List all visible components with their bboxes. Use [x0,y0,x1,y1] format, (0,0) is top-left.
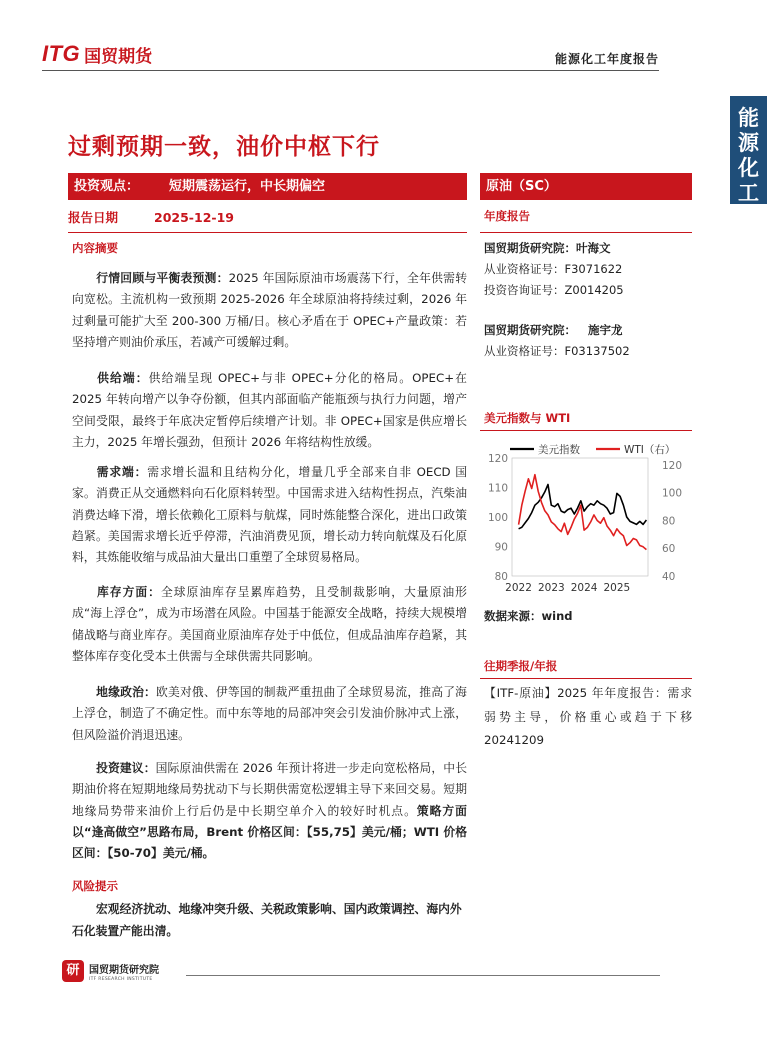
header-divider [42,70,659,71]
analyst-block-2 [484,320,630,362]
analyst-name: 施宇龙 [588,323,623,337]
content-summary-label: 内容摘要 [72,241,118,255]
investment-view-text: 短期震荡运行，中长期偏空 [169,179,326,194]
chart-title-divider [480,430,692,431]
report-date [68,208,234,226]
product-bar [480,173,692,200]
past-report-link[interactable]: 【ITF-原油】2025 年年度报告：需求弱势主导，价格重心或趋于下移 20241209 [484,686,692,747]
report-date-value: 2025-12-19 [154,210,234,225]
paragraph-geopolitics [72,682,467,746]
risk-label: 风险提示 [72,879,118,893]
paragraph-body: 2025 年国际原油市场震荡下行，全年供需转向宽松。主流机构一致预期 2025-2026 年全球原油将持续过剩，2026 年过剩量可能扩大至 200-300 万桶/日。核心矛盾在于 OPEC+产量政策：若坚持增产则油价承压，若减产可缓解过剩。 [72,271,467,349]
chart-title: 美元指数与 WTI [484,411,571,425]
paragraph-body: 全球原油库存呈累库趋势，且受制裁影响，大量原油形成“海上浮仓”，成为市场潜在风险。中国基于能源安全战略，持续大规模增储战略与商业库存。美国商业原油库存处于中低位，但成品油库存趋紧，其整体库存变化受本土供需与全球供需共同影响。 [72,585,467,663]
usd-wti-chart [484,438,694,600]
report-kind: 年度报告 [484,209,530,223]
y-right-tick-label: 60 [662,543,676,556]
side-tab-char: 化 [738,156,759,180]
paragraph-head: 供给端： [96,371,149,385]
y-left-tick-label: 90 [494,541,508,554]
logo-name: 国贸期货 [84,46,153,67]
analyst-org: 国贸期货研究院： [484,323,576,337]
paragraph-head: 行情回顾与平衡表预测： [96,271,229,285]
logo-mark: ITG [42,41,81,66]
footer-name-en: ITF RESEARCH INSTITUTE [89,976,153,982]
footer-divider [186,975,660,976]
report-date-label: 报告日期 [68,210,119,225]
footer-seal: 研 [62,960,84,982]
legend-label: WTI（右） [624,444,676,456]
paragraph-inventory [72,582,467,667]
paragraph-head: 投资建议： [96,761,156,775]
strategy-text: 策略方面以“逢高做空”思路布局，Brent 价格区间：【55,75】美元/桶；WTI 价格区间：【50-70】美元/桶。 [72,803,467,861]
footer-name: 国贸期货研究院 [89,964,159,976]
paragraph-body: 国际原油供需在 2026 年预计将进一步走向宽松格局，中长期油价将在短期地缘局势扰动下与长期供需宽松逻辑主导下来回交易。短期地缘局势带来油价上行后仍是中长期空单介入的较好时机点。 [72,761,467,818]
risk-text [72,898,467,942]
y-right-tick-label: 80 [662,515,676,528]
analyst-cert: 从业资格证号：F03137502 [484,344,630,358]
paragraph-demand [72,462,467,568]
company-logo [42,42,152,66]
y-left-tick-label: 100 [487,512,508,524]
product-name: 原油（SC） [486,179,557,194]
investment-view-bar [68,173,467,200]
data-source: 数据来源：wind [484,609,573,623]
report-type-header: 能源化工年度报告 [554,52,659,66]
y-left-tick-label: 80 [494,571,508,583]
past-reports-divider [480,678,692,679]
side-tab-char: 源 [738,131,759,155]
risk-body: 宏观经济扰动、地缘冲突升级、关税政策影响、国内政策调控、海内外石化装置产能出清。 [72,902,462,938]
paragraph-market-review [72,268,467,353]
page-title: 过剩预期一致，油价中枢下行 [68,134,380,160]
paragraph-head: 地缘政治： [96,685,157,699]
y-right-tick-label: 100 [662,487,683,500]
analyst-cert: 投资咨询证号：Z0014205 [484,283,624,297]
analyst-name: 叶海文 [576,241,611,255]
y-left-tick-label: 110 [487,482,508,495]
y-right-tick-label: 120 [662,459,683,472]
x-tick-label: 2022 [505,582,532,594]
analyst-org: 国贸期货研究院： [484,241,576,255]
analyst-cert: 从业资格证号：F3071622 [484,262,623,276]
side-tab-char: 工 [738,181,759,205]
paragraph-body: 供给端呈现 OPEC+与非 OPEC+分化的格局。OPEC+在 2025 年转向增产以争夺份额，但其内部面临产能瓶颈与执行力问题，增产空间受限，最终于年底决定暂停后续增产计划。非 OPEC+国家是供应增长主力，2025 年增长强劲，但预计 2026 年将结构性放缓。 [72,371,467,449]
report-kind-divider [480,232,692,233]
x-tick-label: 2023 [537,582,565,594]
side-tab-char: 能 [738,106,759,130]
paragraph-head: 库存方面： [96,585,161,599]
y-left-tick-label: 120 [487,453,508,465]
paragraph-supply [72,368,467,453]
side-category-tab [730,96,767,204]
x-tick-label: 2024 [570,582,598,594]
investment-view-label: 投资观点： [74,179,140,194]
legend-label: 美元指数 [538,444,580,456]
paragraph-body: 欧美对俄、伊等国的制裁严重扭曲了全球贸易流，推高了海上浮仓，制造了不确定性。而中东等地的局部冲突会引发油价脉冲式上涨，但风险溢价消退迅速。 [72,685,467,742]
x-tick-label: 2025 [603,582,631,594]
y-right-tick-label: 40 [662,571,676,583]
series-line-wti [519,475,647,550]
past-reports-label: 往期季报/年报 [484,659,558,673]
analyst-block-1 [484,238,624,301]
paragraph-head: 需求端： [96,465,148,479]
paragraph-investment-advice [72,758,467,864]
date-divider [68,232,467,233]
paragraph-body: 需求增长温和且结构分化，增量几乎全部来自非 OECD 国家。消费正从交通燃料向石化原料转型。中国需求进入结构性拐点，汽柴油消费达峰下滑，增长依赖化工原料与航煤，同时炼能整合深化，进出口政策趋紧。美国需求增长近乎停滞，汽油消费见顶，增长动力转向航煤及石化原料，其炼能收缩与成品油大量出口重塑了全球贸易格局。 [72,465,467,565]
footer-logo [62,960,159,982]
